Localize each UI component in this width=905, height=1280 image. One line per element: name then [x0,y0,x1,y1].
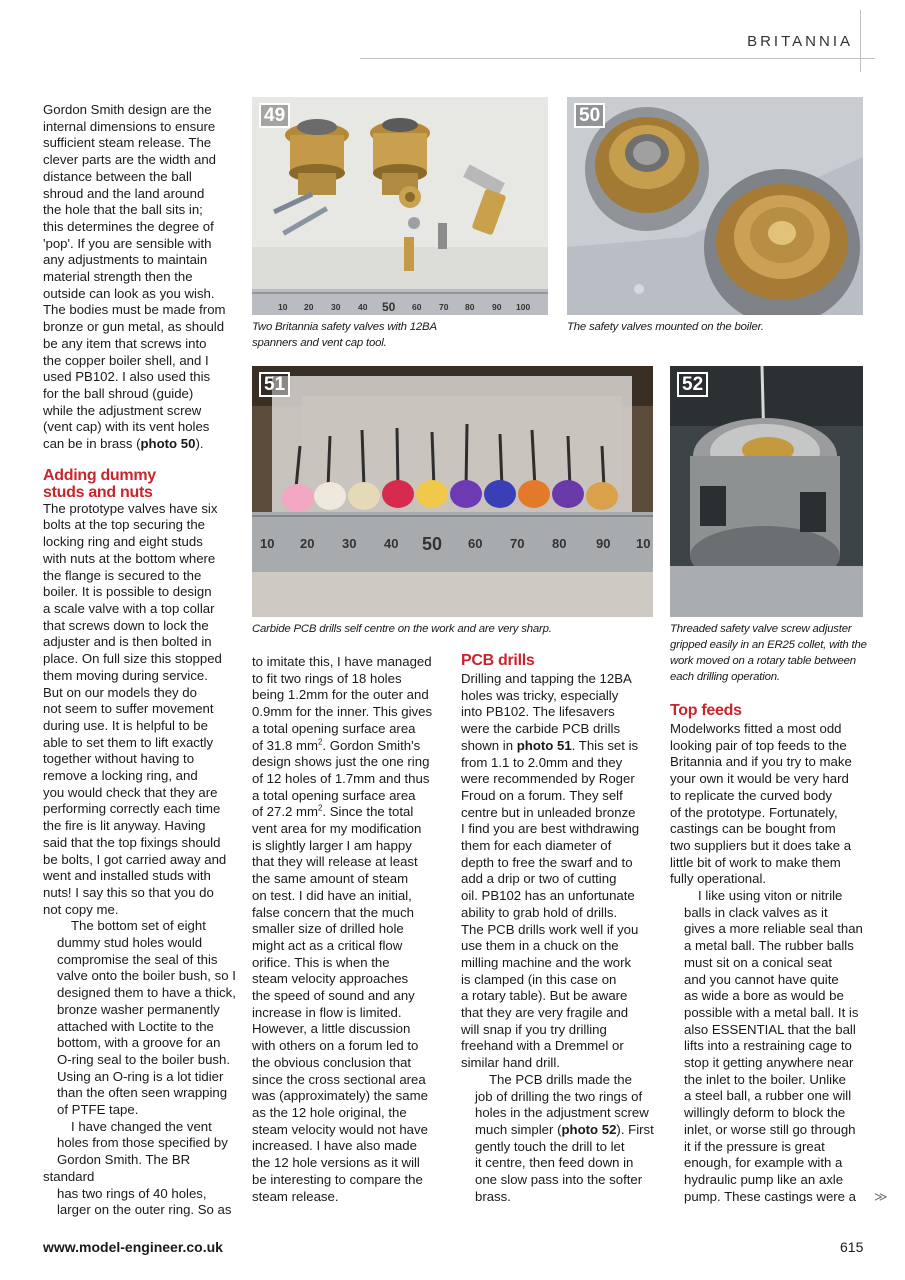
text-line: Drilling and tapping the 12BA [461,671,632,686]
paragraph [43,918,238,1118]
text-line: valve onto the boiler bush, so I [57,968,236,984]
text-line: freehand with a Dremmel or [461,1038,624,1054]
ruler-label: 80 [552,536,567,551]
subheading: PCB drills [461,652,535,669]
text-line: can be in brass (photo 50). [43,436,204,452]
text-line: be any item that screws into [43,335,207,351]
text-line: were recommended by Roger [461,771,635,787]
photo-49 [252,97,548,315]
text-line: The bottom set of eight [71,918,206,934]
text-line: add a drip or two of cutting [461,871,617,887]
text-line: remove a locking ring, and [43,768,198,784]
text-line: also ESSENTIAL that the ball [684,1021,856,1037]
text-line: being 1.2mm for the outer and [252,687,429,703]
text-line: is slightly larger I am happy [252,837,412,853]
text-line: able to set them to lift exactly [43,734,214,750]
text-line: studs and nuts [43,483,153,501]
text-line: might act as a critical flow [252,937,403,953]
text-line: Modelworks fitted a most odd [670,721,842,736]
text-line: since the cross sectional area [252,1071,426,1087]
text-line: them for each diameter of [461,838,612,854]
paragraph [670,721,866,888]
text-line: it if the pressure is great [684,1138,825,1154]
ruler-label: 70 [510,536,525,551]
text-line: lifts into a restraining cage to [684,1038,852,1054]
text-line: the copper boiler shell, and I [43,352,209,368]
ruler-label: 60 [412,302,422,312]
text-line: looking pair of top feeds to the [670,737,847,753]
text-line: But on our models they do [43,684,197,700]
text-line: bottom, with a groove for an [57,1035,221,1051]
ruler-label: 90 [492,302,502,312]
paragraph [461,671,657,1072]
text-line: of 27.2 $mm^2$. Since the total [252,803,414,820]
ruler-label: 80 [465,302,475,312]
text-line: internal dimensions to ensure [43,118,216,134]
text-line: during use. It is helpful to be [43,717,208,733]
ruler-label: 90 [596,536,611,551]
text-line: ability to grab hold of drills. [461,904,618,920]
text-line: to replicate the curved body [670,787,833,803]
caption-line: Two Britannia safety valves with 12BA [252,321,437,333]
text-line: brass. [475,1188,511,1204]
text-line: inlet, or worse still go through [684,1121,856,1137]
text-line: much simpler (photo 52). First [475,1121,654,1137]
text-line: increase in flow is limited. [252,1004,402,1020]
text-line: boiler. It is possible to design [43,584,212,600]
text-line: bronze washer permanently [57,1001,220,1017]
text-line: as the 12 hole original, the [252,1104,407,1120]
text-line: use them in a chuck on the [461,938,619,954]
text-line: distance between the ball [43,168,192,184]
text-line: and you cannot have quite [684,971,839,987]
text-line: any adjustments to maintain [43,252,208,268]
ruler-label: 20 [304,302,314,312]
text-line: your own it would be very hard [670,771,849,787]
text-line: a total opening surface area [252,787,416,803]
text-line: performing correctly each time [43,801,221,817]
ruler-label: 10 [260,536,275,551]
text-line: with others on a forum led to [252,1038,419,1054]
text-line: not copy me. [43,901,119,917]
ruler-label: 60 [468,536,483,551]
text-line: smaller size of drilled hole [252,921,404,937]
text-line: as wide a bore as would be [684,988,844,1004]
text-line: depth to free the swarf and to [461,854,633,870]
text-line: fully operational. [670,871,767,887]
text-line: that they will release at least [252,854,418,870]
text-line: the fire is lit anyway. Having [43,818,206,834]
text-line: O-ring seal to the boiler bush. [57,1051,230,1067]
text-line: enough, for example with a [684,1155,843,1171]
text-line: steam velocity would not have [252,1121,428,1137]
text-line: is clamped (in this case on [461,971,617,987]
text-column-3 [461,652,657,1206]
text-line: the same amount of steam [252,871,409,887]
text-line: shown in photo 51. This set is [461,737,639,753]
paragraph [43,102,238,453]
text-line: them moving during service. [43,667,208,683]
text-line: little bit of work to make them [670,854,841,870]
text-line: centre but in unleaded bronze [461,804,636,820]
text-line: compromise the seal of this [57,951,218,967]
text-line: went and installed studs with [43,868,211,884]
ruler-label: 40 [358,302,368,312]
text-line: gives a more reliable seal than [684,921,863,937]
text-line: Britannia and if you try to make [670,754,852,770]
subheading [43,467,238,501]
text-line: attached with Loctite to the [57,1018,214,1034]
text-line: with nuts at the bottom where [43,550,216,566]
text-line: a metal ball. The rubber balls [684,938,854,954]
text-line: stop it getting anywhere near [684,1055,854,1071]
ruler-label: 100 [516,302,531,312]
photo-caption [670,621,880,685]
text-line: clever parts are the width and [43,152,216,168]
photo-number: 49 [259,103,290,128]
text-line: the flange is secured to the [43,567,202,583]
text-line: to fit two rings of 18 holes [252,670,402,686]
photo-50 [567,97,863,315]
text-line: pump. These castings were a [684,1188,857,1204]
text-line: steam velocity approaches [252,971,409,987]
ruler-label: 30 [342,536,357,551]
text-line: dummy stud holes would [57,935,203,951]
text-line: holes in the adjustment screw [475,1105,649,1121]
text-line: of PTFE tape. [57,1102,139,1118]
text-line: holes from those specified by [57,1135,228,1151]
text-line: 0.9mm for the inner. This gives [252,704,433,720]
text-line: of 12 holes of 1.7mm and thus [252,770,430,786]
text-line: shroud and the land around [43,185,205,201]
text-line: the hole that the ball sits in; [43,202,203,218]
ruler-label: 20 [300,536,315,551]
text-line: it centre, then feed down in [475,1155,634,1171]
text-line: not seem to suffer movement [43,701,214,717]
caption-line: Threaded safety valve screw adjuster [670,623,852,635]
text-line: castings can be bought from [670,821,836,837]
text-line: holes was tricky, especially [461,687,619,703]
text-line: two suppliers but it does take a [670,837,852,853]
text-line: outside can look as you wish. [43,285,215,301]
text-line: Froud on a forum. They self [461,787,623,803]
caption-line: spanners and vent cap tool. [252,337,387,349]
text-column-1 [43,102,238,1219]
text-line: from 1.1 to 2.0mm and they [461,754,623,770]
caption-line: The safety valves mounted on the boiler. [567,321,764,333]
paragraph [461,1072,657,1206]
photo-number: 51 [259,372,290,397]
text-line: has two rings of 40 holes, [57,1185,207,1201]
ruler-label: 50 [422,534,443,554]
text-line: I find you are best withdrawing [461,821,640,837]
text-line: the obvious conclusion that [252,1054,412,1070]
text-line: balls in clack valves as it [684,904,828,920]
text-column-4 [670,702,866,1205]
photo-caption [252,319,552,351]
text-line: a steel ball, a rubber one will [684,1088,852,1104]
text-line: one slow pass into the softer [475,1172,643,1188]
text-line: a rotary table). But be aware [461,988,628,1004]
text-line: willingly deform to block the [684,1105,846,1121]
text-line: The PCB drills made the [489,1071,632,1087]
text-line: locking ring and eight studs [43,534,203,550]
text-line: Gordon Smith design are the [43,102,212,117]
text-column-2 [252,654,447,1205]
text-line: be bolts, I got carried away and [43,851,227,867]
text-line: while the adjustment screw [43,402,202,418]
photo-number: 50 [574,103,605,128]
paragraph [43,1119,238,1219]
text-line: you would check that they are [43,784,218,800]
paragraph [252,654,447,1205]
text-line: together without having to [43,751,195,767]
photo-caption [567,319,867,335]
photo-52 [670,366,863,617]
text-line: for the ball shroud (guide) [43,385,194,401]
text-line: the inlet to the boiler. Unlike [684,1071,847,1087]
text-line: I like using viton or nitrile [698,888,843,904]
text-line: However, a little discussion [252,1021,411,1037]
paragraph [670,888,866,1205]
text-line: increased. I have also made [252,1138,417,1154]
text-line: Adding dummy [43,466,156,484]
text-line: this determines the degree of [43,218,214,234]
caption-line: Carbide PCB drills self centre on the work and are very sharp. [252,623,552,635]
text-line: will snap if you try drilling [461,1021,607,1037]
caption-line: work moved on a rotary table between [670,655,856,667]
text-line: material strength then the [43,269,193,285]
text-line: (vent cap) with its vent holes [43,419,210,435]
text-line: Using an O-ring is a lot tidier [57,1068,224,1084]
photo-number: 52 [677,372,708,397]
text-line: job of drilling the two rings of [475,1088,643,1104]
text-line: of the prototype. Fortunately, [670,804,838,820]
text-line: The PCB drills work well if you [461,921,639,937]
ruler-label: 10 [636,536,651,551]
text-line: a scale valve with a top collar [43,600,215,616]
text-line: design shows just the one ring [252,754,430,770]
text-line: I have changed the vent [71,1118,212,1134]
text-line: a total opening surface area [252,720,416,736]
website-url: www.model-engineer.co.uk [43,1239,223,1255]
continue-arrow-icon: ≫ [874,1189,888,1204]
text-line: The prototype valves have six [43,500,218,516]
subheading: Top feeds [670,702,742,719]
text-line: larger on the outer ring. So as [57,1202,232,1218]
text-line: milling machine and the work [461,954,632,970]
text-line: similar hand drill. [461,1055,560,1071]
text-line: The bodies must be made from [43,302,226,318]
ruler-label: 10 [278,302,288,312]
text-line: the speed of sound and any [252,988,415,1004]
text-line: hydraulic pump like an axle [684,1171,844,1187]
text-line: place. On full size this stopped [43,651,222,667]
text-line: were the carbide PCB drills [461,721,621,737]
text-line: gently touch the drill to let [475,1138,625,1154]
text-line: Gordon Smith. The BR standard [43,1152,191,1184]
header-rule-vertical [860,10,861,72]
ruler-label: 40 [384,536,399,551]
text-line: adjuster and is then bolted in [43,634,212,650]
ruler-label: 30 [331,302,341,312]
caption-line: each drilling operation. [670,671,780,683]
text-line: must sit on a conical seat [684,954,833,970]
text-line: to imitate this, I have managed [252,654,432,669]
paragraph [43,501,238,919]
text-line: that they are very fragile and [461,1005,629,1021]
text-line: used PB102. I also used this [43,369,211,385]
text-line: on test. I did have an initial, [252,887,412,903]
text-line: be interesting to compare the [252,1171,423,1187]
text-line: nuts! I say this so that you do [43,884,214,900]
caption-line: gripped easily in an ER25 collet, with the [670,639,867,651]
text-line: bolts at the top securing the [43,517,206,533]
text-line: designed them to have a thick, [57,985,236,1001]
text-line: that screws down to lock the [43,617,209,633]
text-line: sufficient steam release. The [43,135,212,151]
text-line: said that the top fixings should [43,834,221,850]
header-rule [360,58,875,59]
text-line: steam release. [252,1188,339,1204]
text-line: of 31.8 $mm^2$. Gordon Smith's [252,737,421,753]
section-title: BRITANNIA [747,33,853,50]
text-line: possible with a metal ball. It is [684,1004,859,1020]
photo-caption [252,621,672,637]
photo-51 [252,366,653,617]
page-number: 615 [840,1239,864,1255]
text-line: 'pop'. If you are sensible with [43,235,212,251]
text-line: than the often seen wrapping [57,1085,228,1101]
text-line: bronze or gun metal, as should [43,319,225,335]
text-line: orifice. This is when the [252,954,390,970]
text-line: into PB102. The lifesavers [461,704,615,720]
text-line: false concern that the much [252,904,415,920]
text-line: was (approximately) the same [252,1088,428,1104]
text-line: oil. PB102 has an unfortunate [461,888,635,904]
text-line: vent area for my modification [252,821,422,837]
ruler-label: 70 [439,302,449,312]
ruler-label: 50 [382,300,396,314]
text-line: the 12 hole versions as it will [252,1155,420,1171]
